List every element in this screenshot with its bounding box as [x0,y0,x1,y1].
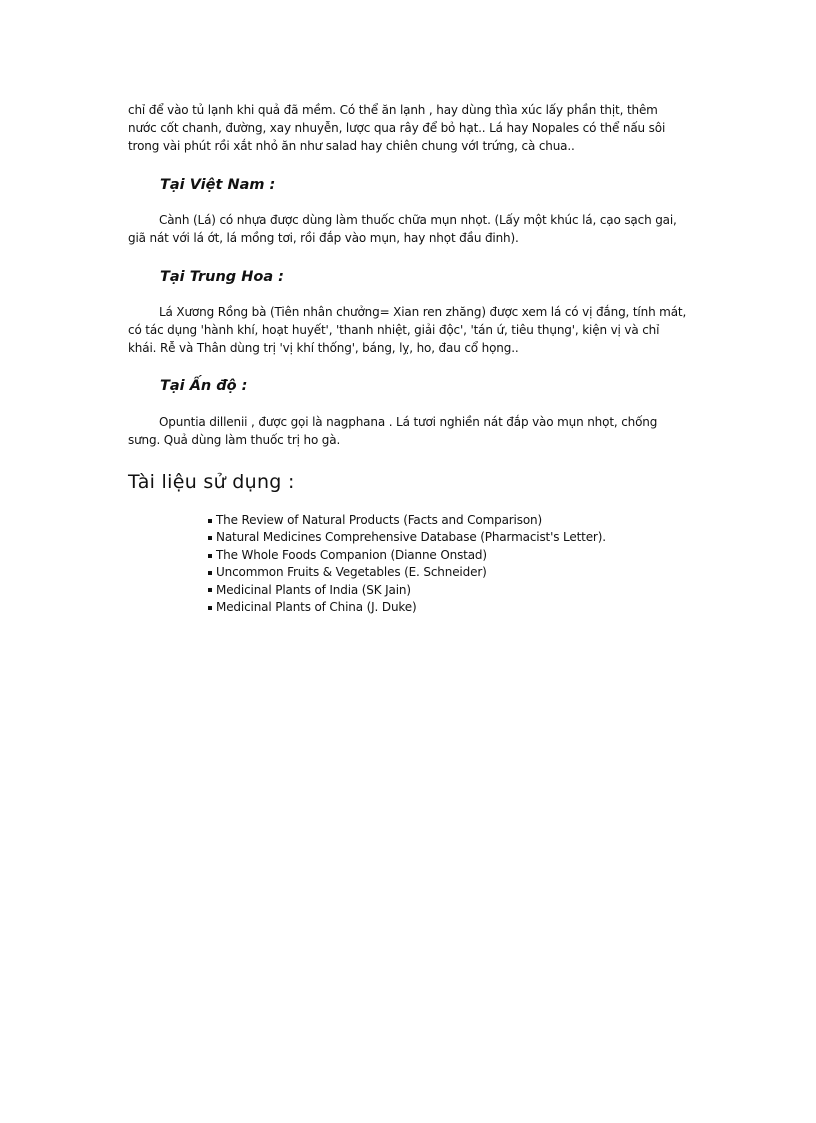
reference-text: Uncommon Fruits & Vegetables (E. Schneider) [216,565,487,580]
list-item [208,547,606,564]
section-body-vietnam: Cành (Lá) có nhựa được dùng làm thuốc chữa mụn nhọt. (Lấy một khúc lá, cạo sạch gai, giã nát với lá ớt, lá mồng tơi, rồi đắp vào mụn, hay nhọt đầu đinh). [128,213,677,245]
intro-paragraph: chỉ để vào tủ lạnh khi quả đã mềm. Có thể ăn lạnh , hay dùng thìa xúc lấy phần thịt, thêm nước cốt chanh, đường, xay nhuyễn, lược qua rây để bỏ hạt.. Lá hay Nopales có thể nấu sôi trong vài phút rồi xắt nhỏ ăn như salad hay chiên chung vớI trứng, cà chua.. [128,103,666,153]
bullet-icon [208,571,212,575]
section-body-china: Lá Xương Rồng bà (Tiên nhân chưởng= Xian ren zhăng) được xem lá có vị đắng, tính mát, có tác dụng 'hành khí, hoạt huyết', 'thanh nhiệt, giải độc', 'tán ứ, tiêu thụng', kiện vị và chỉ khái. Rễ và Thân dùng trị 'vị khí thống', báng, lỵ, ho, đau cổ họng.. [128,305,687,355]
bullet-icon [208,588,212,592]
section-heading-vietnam: Tại Việt Nam : [160,177,276,193]
bullet-icon [208,519,212,523]
list-item [208,529,606,546]
reference-text: Medicinal Plants of China (J. Duke) [216,600,417,615]
reference-text: Natural Medicines Comprehensive Database (Pharmacist's Letter). [216,530,606,545]
references-list [208,512,606,616]
list-item [208,582,606,599]
reference-text: Medicinal Plants of India (SK Jain) [216,582,411,597]
bullet-icon [208,606,212,610]
section-body-india: Opuntia dillenii , được gọi là nagphana . Lá tươi nghiền nát đắp vào mụn nhọt, chống sưng. Quả dùng làm thuốc trị ho gà. [128,415,658,447]
section-heading-china: Tại Trung Hoa : [160,269,284,285]
list-item [208,564,606,581]
list-item [208,599,606,616]
bullet-icon [208,554,212,558]
bullet-icon [208,536,212,540]
reference-text: The Whole Foods Companion (Dianne Onstad) [216,547,487,562]
reference-text: The Review of Natural Products (Facts and Comparison) [216,513,543,527]
section-heading-india: Tại Ấn độ : [160,378,248,394]
list-item [208,512,606,529]
references-title: Tài liệu sử dụng : [128,471,295,493]
